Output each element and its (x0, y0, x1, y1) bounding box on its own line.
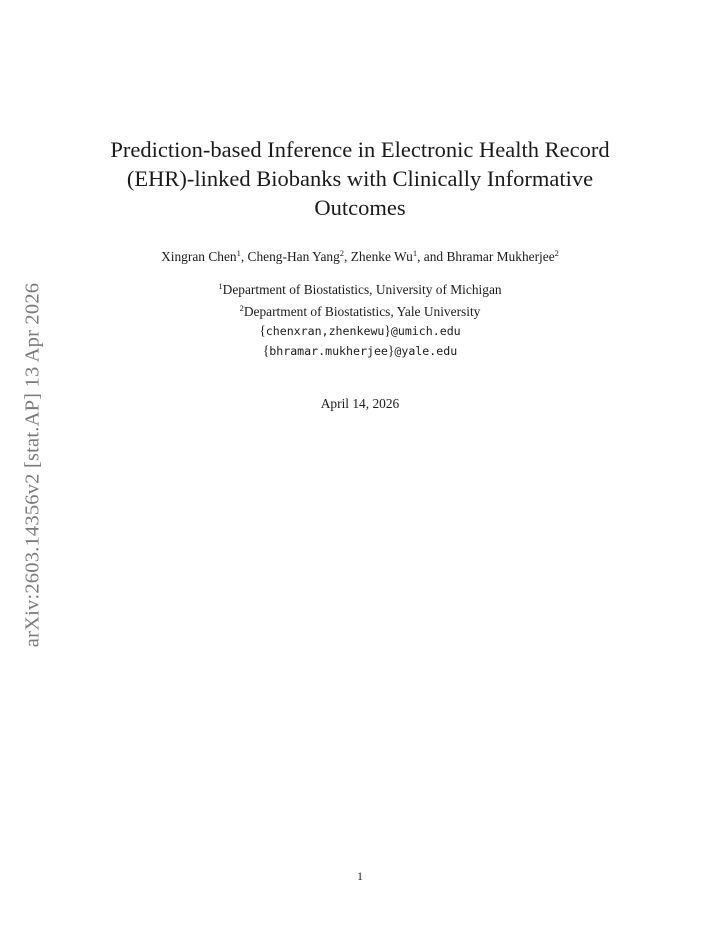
page-number: 1 (357, 871, 363, 883)
author-affiliation-mark: 2 (554, 248, 559, 258)
affiliation-line (60, 277, 660, 299)
author-separator: , and (417, 249, 447, 264)
author-name: Xingran Chen (161, 249, 237, 264)
affiliation-text: Department of Biostatistics, University of Michigan (222, 282, 502, 297)
title-line: (EHR)-linked Biobanks with Clinically Informative (126, 166, 594, 191)
author-name: Zhenke Wu (350, 249, 413, 264)
email-line (60, 341, 660, 361)
author-separator: , (344, 249, 351, 264)
email-line (60, 321, 660, 341)
affiliation-text: Department of Biostatistics, Yale University (243, 304, 481, 319)
email-domain: @umich.edu (390, 324, 461, 338)
author-affiliation-mark: 2 (339, 248, 345, 258)
author-name: Bhramar Mukherjee (446, 249, 555, 264)
author-name: Cheng-Han Yang (247, 249, 340, 264)
email-users: chenxran,zhenkewu (265, 324, 385, 338)
author-affiliation-mark: 1 (236, 248, 241, 258)
title-line: Outcomes (314, 195, 406, 220)
affiliation-mark: 1 (218, 281, 223, 291)
affiliation-line (60, 299, 660, 321)
author-affiliation-mark: 1 (412, 248, 418, 258)
email-brace-open: { (262, 343, 270, 358)
arxiv-identifier-stamp: arXiv:2603.14356v2 [stat.AP] 13 Apr 2026 (21, 282, 44, 648)
publication-date: April 14, 2026 (320, 396, 400, 411)
email-brace-close: } (387, 343, 395, 358)
affiliation-block (60, 277, 660, 361)
email-users: bhramar.mukherjee (269, 344, 388, 358)
affiliation-mark: 2 (239, 303, 244, 313)
email-brace-open: { (259, 323, 266, 338)
paper-title (80, 135, 640, 222)
author-separator: , (240, 249, 248, 264)
email-brace-close: } (384, 323, 391, 338)
title-line: Prediction-based Inference in Electronic Health Record (110, 137, 610, 162)
email-domain: @yale.edu (394, 344, 458, 358)
author-list (60, 244, 660, 266)
